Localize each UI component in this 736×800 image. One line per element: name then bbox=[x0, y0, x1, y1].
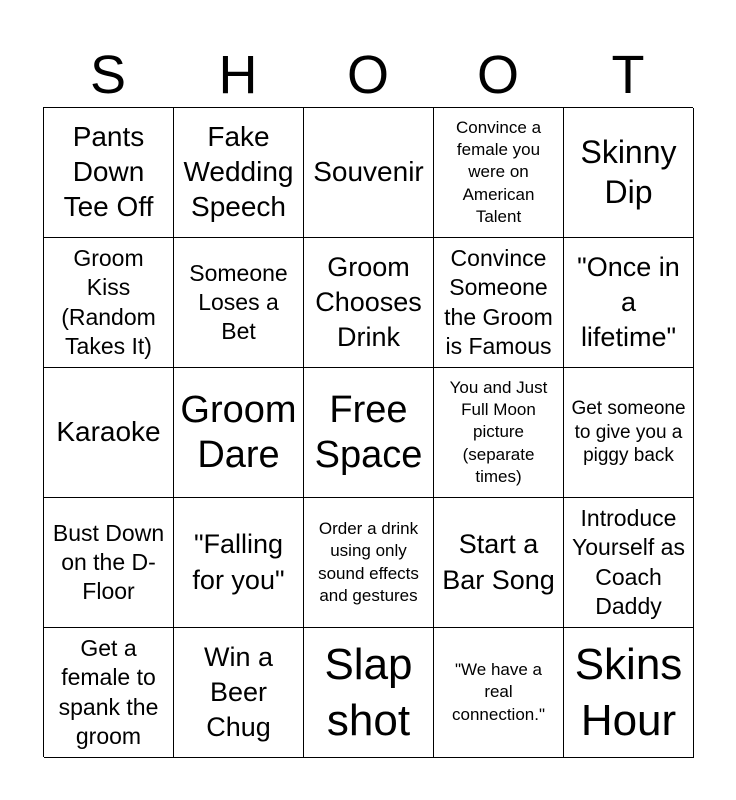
cell-text: Bust Down on the D-Floor bbox=[52, 519, 165, 605]
bingo-cell[interactable] bbox=[564, 368, 694, 498]
bingo-cell[interactable] bbox=[304, 628, 434, 758]
header-letter-o1: O bbox=[346, 45, 389, 105]
bingo-header bbox=[43, 44, 693, 106]
bingo-cell[interactable] bbox=[434, 628, 564, 758]
cell-text: Get a female to spank the groom bbox=[58, 635, 159, 749]
bingo-cell[interactable] bbox=[304, 108, 434, 238]
bingo-cell[interactable] bbox=[564, 628, 694, 758]
bingo-cell[interactable] bbox=[434, 368, 564, 498]
cell-text: Free Space bbox=[314, 388, 423, 476]
bingo-cell[interactable] bbox=[44, 498, 174, 628]
bingo-cell[interactable] bbox=[304, 238, 434, 368]
bingo-cell[interactable] bbox=[564, 498, 694, 628]
header-letter-s: S bbox=[89, 45, 127, 105]
cell-text: Start a Bar Song bbox=[442, 529, 555, 595]
cell-text: Convince Someone the Groom is Famous bbox=[444, 245, 553, 359]
bingo-cell[interactable] bbox=[434, 108, 564, 238]
cell-text: Convince a female you were on American Talent bbox=[455, 118, 542, 226]
bingo-cell[interactable] bbox=[44, 108, 174, 238]
bingo-cell[interactable] bbox=[44, 368, 174, 498]
cell-text: Slap shot bbox=[324, 639, 413, 745]
cell-text: Souvenir bbox=[313, 156, 424, 188]
bingo-cell[interactable] bbox=[44, 238, 174, 368]
header-letter-t: T bbox=[611, 45, 645, 105]
bingo-board bbox=[43, 107, 693, 757]
bingo-cell[interactable] bbox=[174, 628, 304, 758]
bingo-cell[interactable] bbox=[174, 498, 304, 628]
cell-text: Groom Kiss (Random Takes It) bbox=[61, 245, 156, 359]
cell-text: Introduce Yourself as Coach Daddy bbox=[572, 505, 685, 619]
header-letter-h: H bbox=[218, 45, 258, 105]
cell-text: Win a Beer Chug bbox=[203, 641, 274, 743]
cell-text: Groom Dare bbox=[180, 388, 297, 476]
bingo-cell[interactable] bbox=[304, 498, 434, 628]
cell-text: Groom Chooses Drink bbox=[315, 251, 422, 353]
cell-text: "Falling for you" bbox=[192, 529, 285, 595]
cell-text: "We have a real connection." bbox=[452, 660, 545, 724]
bingo-cell[interactable] bbox=[174, 368, 304, 498]
cell-text: Fake Wedding Speech bbox=[183, 121, 294, 222]
bingo-cell[interactable] bbox=[434, 238, 564, 368]
bingo-cell[interactable] bbox=[434, 498, 564, 628]
bingo-cell[interactable] bbox=[44, 628, 174, 758]
cell-text: Karaoke bbox=[56, 416, 161, 448]
cell-text: You and Just Full Moon picture (separate times) bbox=[449, 378, 548, 486]
cell-text: Get someone to give you a piggy back bbox=[571, 398, 686, 467]
bingo-cell[interactable] bbox=[174, 238, 304, 368]
cell-text: Pants Down Tee Off bbox=[63, 121, 154, 222]
cell-text: Skinny Dip bbox=[580, 134, 677, 210]
bingo-cell[interactable] bbox=[564, 238, 694, 368]
bingo-cell[interactable] bbox=[564, 108, 694, 238]
cell-text: Someone Loses a Bet bbox=[189, 259, 288, 345]
cell-text: "Once in a lifetime" bbox=[577, 251, 680, 353]
cell-text: Skins Hour bbox=[574, 639, 683, 745]
cell-text: Order a drink using only sound effects and gestures bbox=[318, 519, 419, 605]
bingo-cell[interactable] bbox=[304, 368, 434, 498]
bingo-cell[interactable] bbox=[174, 108, 304, 238]
header-letter-o2: O bbox=[476, 45, 519, 105]
